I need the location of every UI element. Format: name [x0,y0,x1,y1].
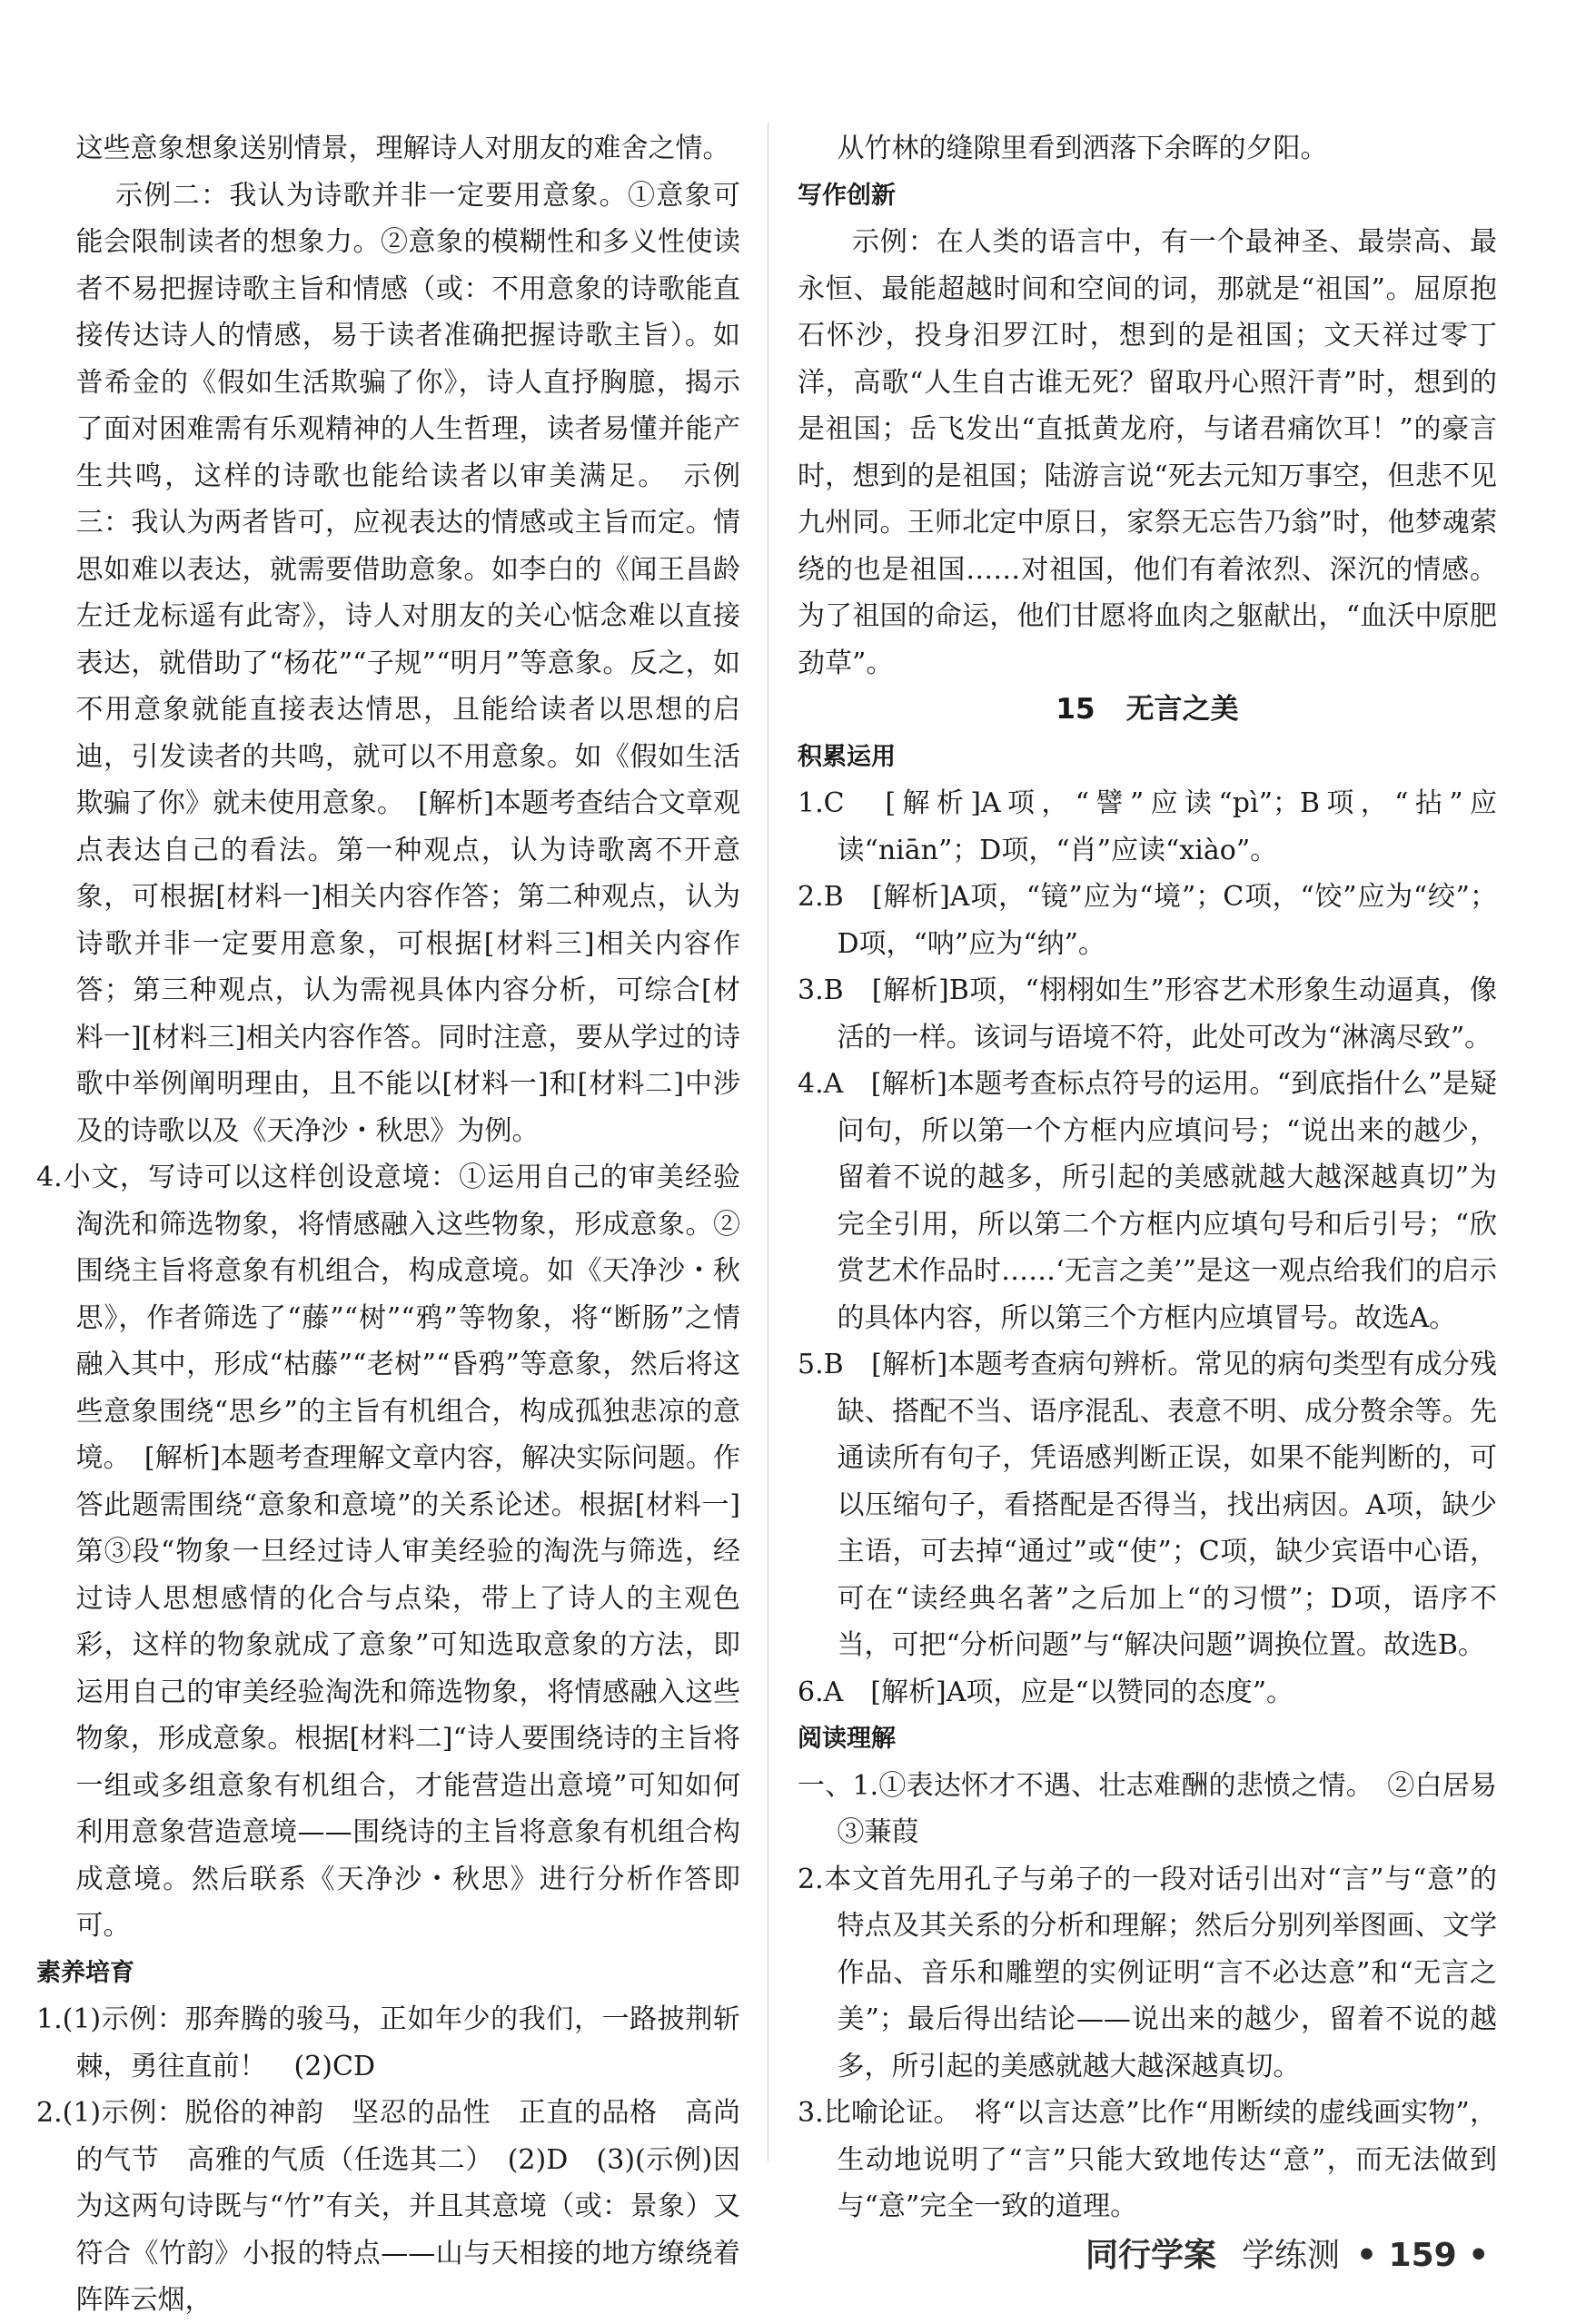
answer-item: 一、1.①表达怀才不遇、壮志难酬的悲愤之情。 ②白居易 ③蒹葭 [798,1769,1524,1848]
series-name: 学练测 [1242,2237,1341,2274]
answer-item: 1.C [解析]A项，“譬”应读“pì”；B项，“拈”应读“niān”；D项，“肖”应读“xiào”。 [798,787,1497,866]
answer-paragraph: 这些意象想象送别情景，理解诗人对朋友的难舍之情。 [75,133,730,164]
section-heading-suyang: 素养培育 [36,1958,134,1987]
answer-item: 4.A [解析]本题考查标点符号的运用。“到底指什么”是疑问句，所以第一个方框内应填问号；“说出来的越少，留着不说的越多，所引起的美感就越大越深越真切”为完全引用，所以第二个方框内应填句号和后引号；“欣赏艺术作品时……‘无言之美’”是这一观点给我们的启示的具体内容，所以第三个方框内应填冒号。故选A。 [798,1068,1497,1334]
lesson-number: 15 [1056,693,1095,726]
answer-item: 2.本文首先用孔子与弟子的一段对话引出对“言”与“意”的特点及其关系的分析和理解；然后分别列举图画、文学作品、音乐和雕塑的实例证明“言不必达意”和“无言之美”；最后得出结论——说出来的越少，留着不说的越多，所引起的美感就越大越深越真切。 [798,1863,1497,2082]
answer-item: 2.B [解析]A项，“镜”应为“境”；C项，“饺”应为“绞”；D项，“呐”应为“纳”。 [798,881,1497,960]
section-heading-xiezuo: 写作创新 [798,181,896,210]
section-heading-jilei: 积累运用 [798,742,896,771]
answer-item: 5.B [解析]本题考查病句辨析。常见的病句类型有成分残缺、搭配不当、语序混乱、表意不明、成分赘余等。先通读所有句子，凭语感判断正误，如果不能判断的，可以压缩句子，看搭配是否得当，找出病因。A项，缺少主语，可去掉“通过”或“使”；C项，缺少宾语中心语，可在“读经典名著”之后加上“的习惯”；D项，语序不当，可把“分析问题”与“解决问题”调换位置。故选B。 [798,1349,1497,1661]
right-column [798,125,1524,2230]
answer-item: 1.(1)示例：那奔腾的骏马，正如年少的我们，一路披荆斩棘，勇往直前！ (2)CD [36,2003,740,2082]
lesson-name: 无言之美 [1125,693,1239,726]
left-column [36,125,740,2324]
lesson-title [798,687,1497,734]
book-title: 同行学案 [1085,2237,1217,2274]
answer-paragraph: 从竹林的缝隙里看到洒落下余晖的夕阳。 [837,133,1328,164]
page-number: • 159 • [1356,2237,1490,2274]
section-heading-yuedu: 阅读理解 [798,1725,896,1753]
answer-paragraph: 示例二：我认为诗歌并非一定要用意象。①意象可能会限制读者的想象力。②意象的模糊性和多义性使读者不易把握诗歌主旨和情感（或：不用意象的诗歌能直接传达诗人的情感，易于读者准确把握诗歌主旨）。如普希金的《假如生活欺骗了你》，诗人直抒胸臆，揭示了面对困难需有乐观精神的人生哲理，读者易懂并能产生共鸣，这样的诗歌也能给读者以审美满足。 示例三：我认为两者皆可，应视表达的情感或主旨而定。情思如难以表达，就需要借助意象。如李白的《闻王昌龄左迁龙标遥有此寄》，诗人对朋友的关心惦念难以直接表达，就借助了“杨花”“子规”“明月”等意象。反之，如不用意象就能直接表达情思，且能给读者以思想的启迪，引发读者的共鸣，就可以不用意象。如《假如生活欺骗了你》就未使用意象。 [解析]本题考查结合文章观点表达自己的看法。第一种观点，认为诗歌离不开意象，可根据[材料一]相关内容作答；第二种观点，认为诗歌并非一定要用意象，可根据[材料三]相关内容作答；第三种观点，认为需视具体内容分析，可综合[材料一][材料三]相关内容作答。同时注意，要从学过的诗歌中举例阐明理由，且不能以[材料一]和[材料二]中涉及的诗歌以及《天净沙・秋思》为例。 [75,179,740,1147]
answer-paragraph: 示例：在人类的语言中，有一个最神圣、最崇高、最永恒、最能超越时间和空间的词，那就是“祖国”。屈原抱石怀沙，投身汨罗江时，想到的是祖国；文天祥过零丁洋，高歌“人生自古谁无死？留取丹心照汗青”时，想到的是祖国；岳飞发出“直抵黄龙府，与诸君痛饮耳！”的豪言时，想到的是祖国；陆游言说“死去元知万事空，但悲不见九州同。王师北定中原日，家祭无忘告乃翁”时，他梦魂萦绕的也是祖国……对祖国，他们有着浓烈、深沉的情感。为了祖国的命运，他们甘愿将血肉之躯献出，“血沃中原肥劲草”。 [798,226,1497,679]
answer-item: 4.小文，写诗可以这样创设意境：①运用自己的审美经验淘洗和筛选物象，将情感融入这些物象，形成意象。②围绕主旨将意象有机组合，构成意境。如《天净沙・秋思》，作者筛选了“藤”“树”“鸦”等物象，将“断肠”之情融入其中，形成“枯藤”“老树”“昏鸦”等意象，然后将这些意象围绕“思乡”的主旨有机组合，构成孤独悲凉的意境。 [解析]本题考查理解文章内容，解决实际问题。作答此题需围绕“意象和意境”的关系论述。根据[材料一]第③段“物象一旦经过诗人审美经验的淘洗与筛选，经过诗人思想感情的化合与点染，带上了诗人的主观色彩，这样的物象就成了意象”可知选取意象的方法，即运用自己的审美经验淘洗和筛选物象，将情感融入这些物象，形成意象。根据[材料二]“诗人要围绕诗的主旨将一组或多组意象有机组合，才能营造出意境”可知如何利用意象营造意境——围绕诗的主旨将意象有机组合构成意境。然后联系《天净沙・秋思》进行分析作答即可。 [36,1162,740,1942]
answer-item: 3.B [解析]B项，“栩栩如生”形容艺术形象生动逼真，像活的一样。该词与语境不符，此处可改为“淋漓尽致”。 [798,974,1497,1053]
answer-item: 6.A [解析]A项，应是“以赞同的态度”。 [798,1676,1294,1708]
answer-item: 3.比喻论证。 将“以言达意”比作“用断续的虚线画实物”，生动地说明了“言”只能大致地传达“意”，而无法做到与“意”完全一致的道理。 [798,2097,1497,2222]
page-footer [1085,2230,1489,2276]
answer-item: 2.(1)示例：脱俗的神韵 坚忍的品性 正直的品格 高尚的气节 高雅的气质（任选其二） (2)D (3)(示例)因为这两句诗既与“竹”有关，并且其意境（或：景象）又符合《竹韵》小报的特点——山与天相接的地方缭绕着阵阵云烟， [36,2097,740,2316]
